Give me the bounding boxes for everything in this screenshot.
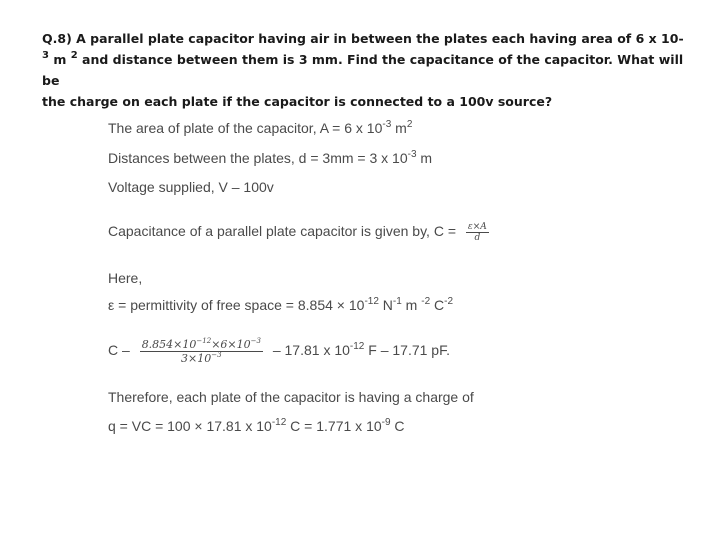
calc-den-exp: −3 xyxy=(211,351,222,359)
calc-rhs-exp: -12 xyxy=(349,341,365,353)
area-exponent: 3 xyxy=(42,50,49,61)
epsilon-a-over-d-fraction xyxy=(466,222,489,243)
unit-n-exp: -1 xyxy=(392,296,402,307)
permittivity-text: ε = permittivity of free space = 8.854 × 10 xyxy=(108,297,365,313)
charge-end: C xyxy=(390,418,405,434)
unit-exponent: 2 xyxy=(70,50,78,61)
unit-c-exp: -2 xyxy=(444,296,454,307)
question-line-2 xyxy=(42,49,692,91)
capacitance-formula-line xyxy=(108,222,489,243)
area-exp: -3 xyxy=(382,119,392,130)
fraction-denominator: d xyxy=(474,233,481,243)
voltage-line: Voltage supplied, V – 100v xyxy=(108,179,274,195)
calc-rhs-rest: F – 17.71 pF. xyxy=(364,342,450,359)
therefore-line: Therefore, each plate of the capacitor is having a charge of xyxy=(108,389,474,405)
charge-exp1: -12 xyxy=(271,417,287,428)
unit-n: N xyxy=(378,297,393,313)
area-unit-exp: 2 xyxy=(406,119,413,130)
unit-c: C xyxy=(430,297,445,313)
distance-exp: -3 xyxy=(407,149,417,160)
capacitance-formula-text: Capacitance of a parallel plate capacitor is given by, C = xyxy=(108,223,456,240)
charge-mid: C = 1.771 x 10 xyxy=(286,418,382,434)
distance-unit: m xyxy=(416,150,433,166)
calc-fraction xyxy=(140,338,263,365)
question-line-3: the charge on each plate if the capacitor is connected to a 100v source? xyxy=(42,94,553,109)
charge-exp2: -9 xyxy=(381,417,391,428)
area-text: The area of plate of the capacitor, A = 6 x 10 xyxy=(108,120,383,136)
calc-numerator xyxy=(140,338,263,352)
distance-text: Distances between the plates, d = 3mm = 3 x 10 xyxy=(108,150,408,166)
calc-num-a-exp: −12 xyxy=(196,337,212,345)
charge-text: q = VC = 100 × 17.81 x 10 xyxy=(108,418,272,434)
unit-m-exp: -2 xyxy=(421,296,431,307)
question-text xyxy=(42,28,692,112)
distance-line xyxy=(108,150,432,166)
calc-rhs: – 17.81 x 10 xyxy=(272,342,350,359)
permittivity-line xyxy=(108,297,453,313)
question-line-2-rest: and distance between them is 3 mm. Find the capacitance of the capacitor. What will be xyxy=(42,52,684,88)
calc-denominator xyxy=(140,352,263,365)
area-unit: m xyxy=(391,120,407,136)
question-line-1: Q.8) A parallel plate capacitor having air in between the plates each having area of 6 x 10- xyxy=(42,31,684,46)
charge-line xyxy=(108,418,405,434)
calc-lhs: C – xyxy=(108,342,130,359)
calc-num-b-exp: −3 xyxy=(250,337,261,345)
calc-num-a: 8.854×10 xyxy=(141,338,197,351)
unit-m: m xyxy=(48,52,71,67)
here-line: Here, xyxy=(108,270,143,286)
calculation-line xyxy=(108,338,450,365)
area-line xyxy=(108,120,412,136)
calc-num-b: ×6×10 xyxy=(211,338,251,351)
calc-den: 3×10 xyxy=(181,352,212,365)
unit-m2: m xyxy=(401,297,422,313)
fraction-numerator: ε×A xyxy=(467,222,487,232)
permittivity-exp: -12 xyxy=(364,296,379,307)
